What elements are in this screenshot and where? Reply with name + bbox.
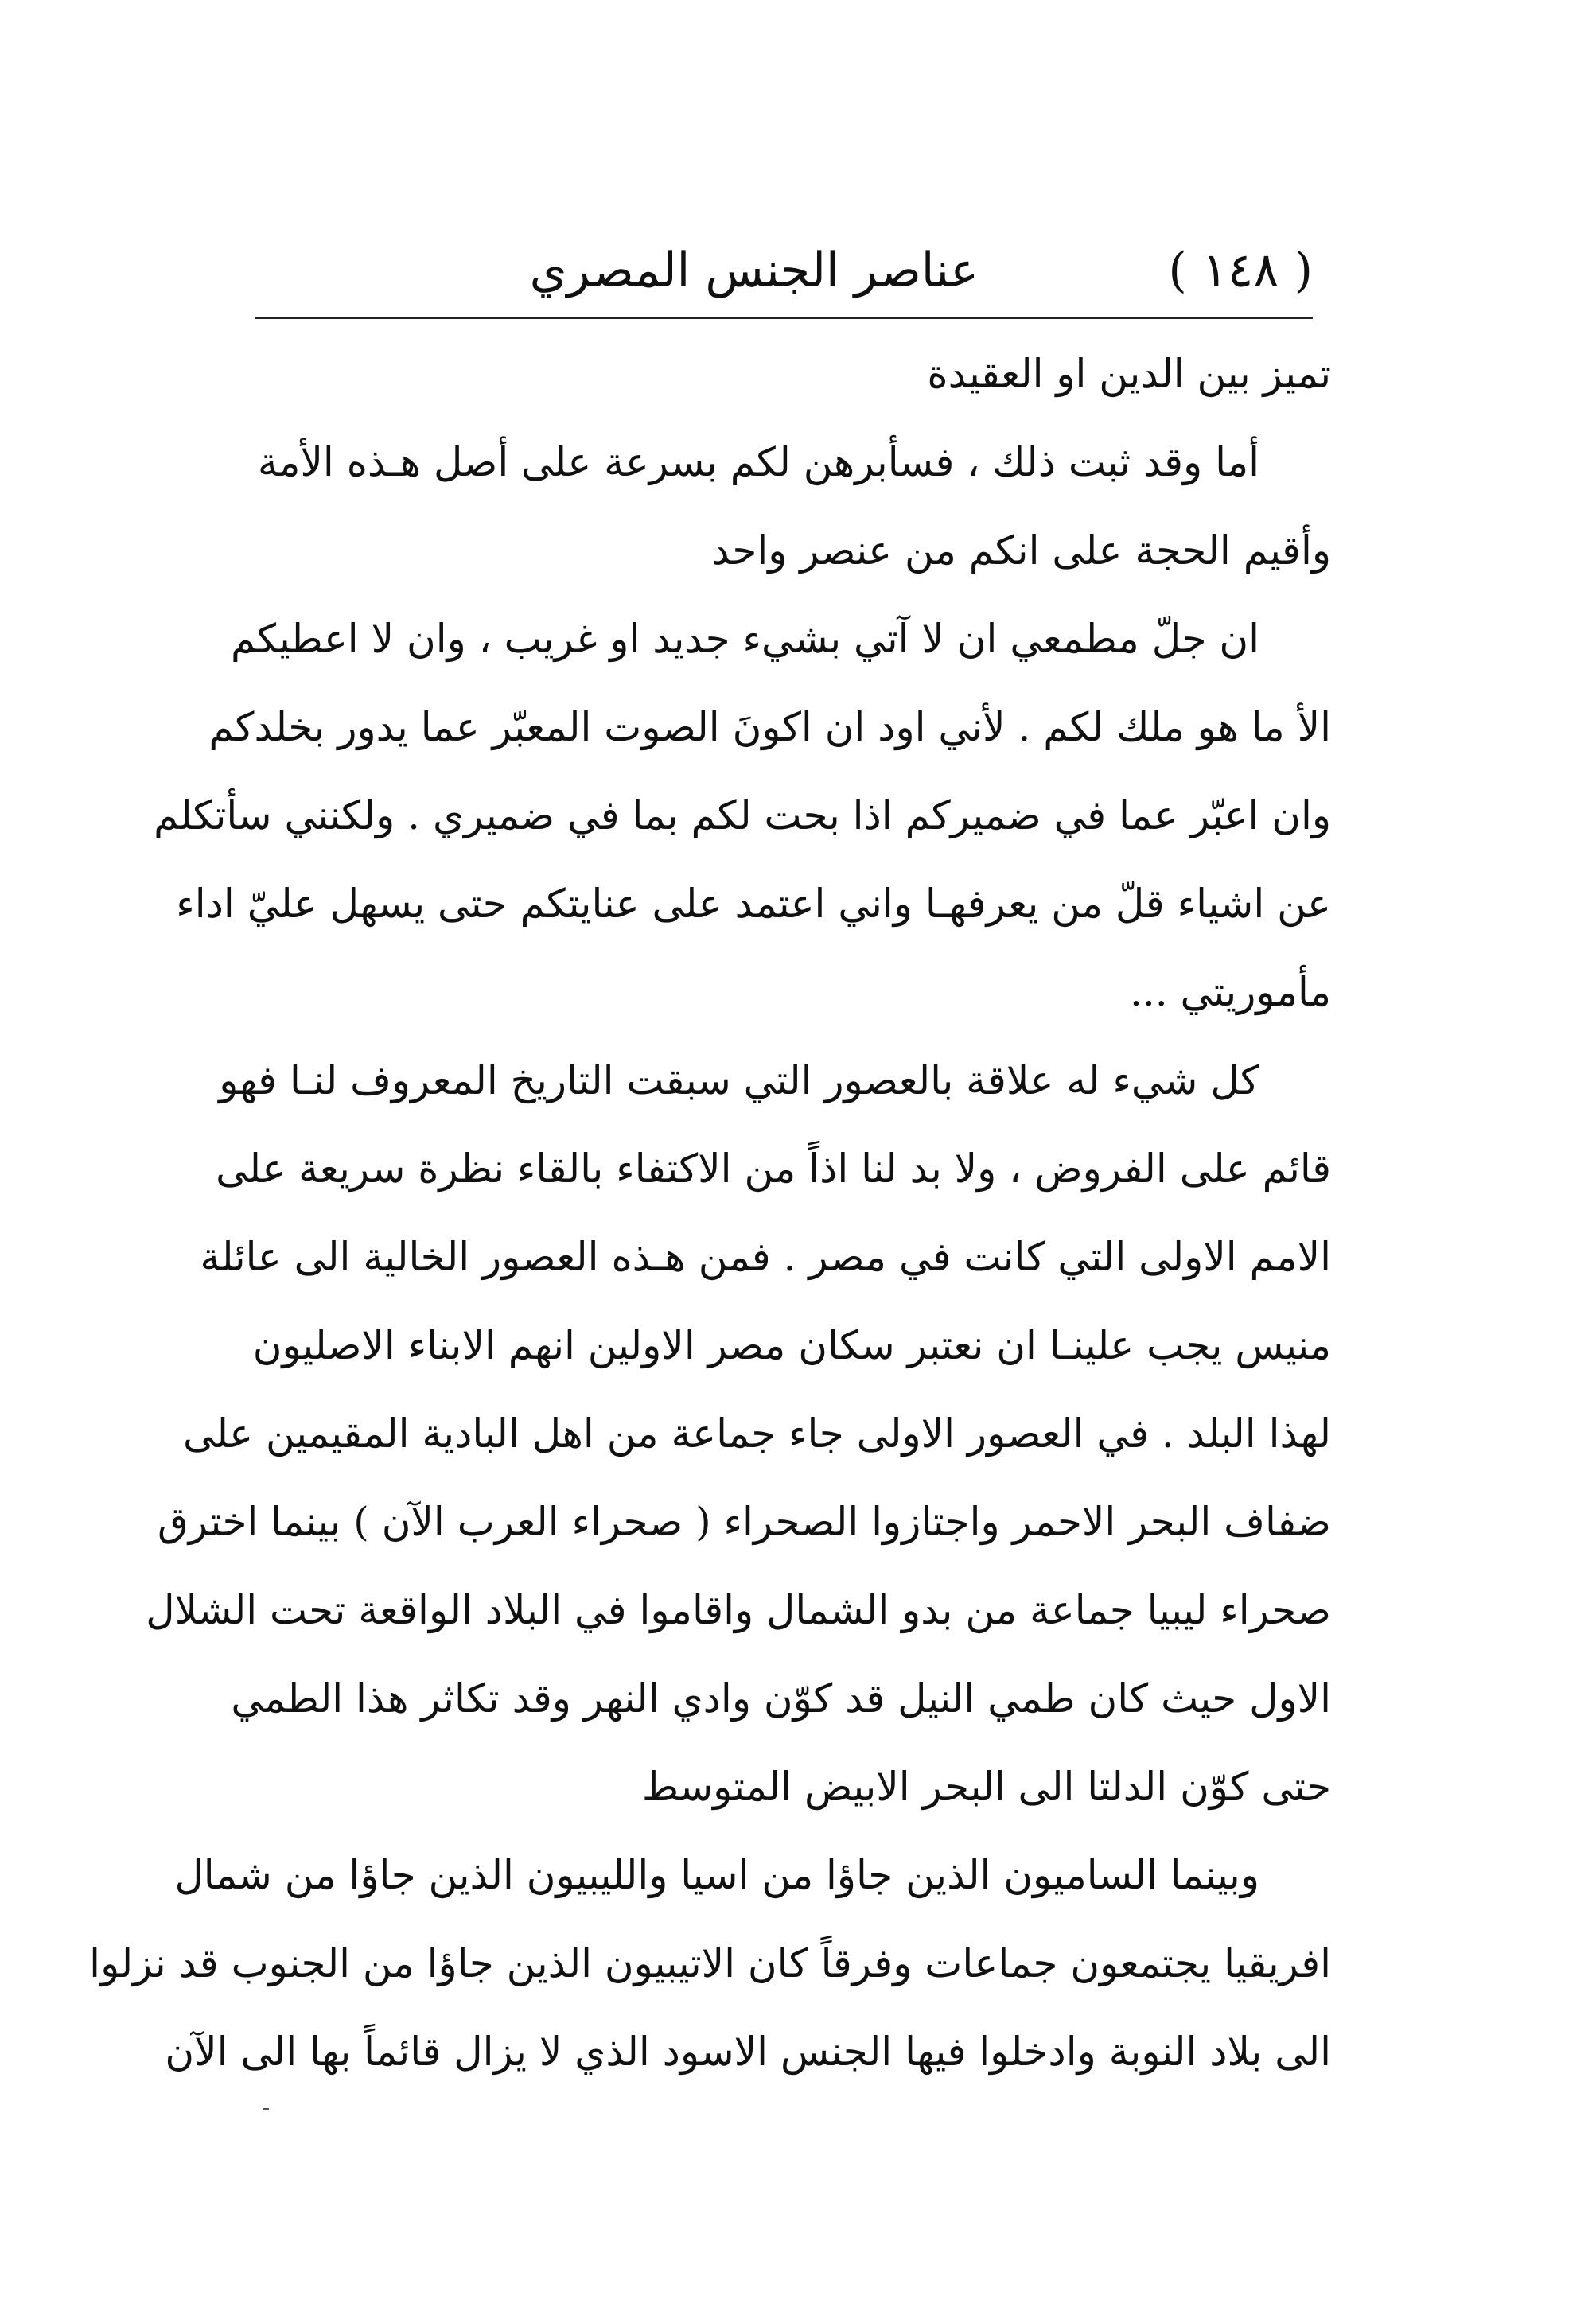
text-line: عن اشياء قلّ من يعرفهـا واني اعتمد على عنايتكم حتى يسهل عليّ اداء: [176, 881, 1331, 927]
text-line: لهذا البلد . في العصور الاولى جاء جماعة من اهل البادية المقيمين على: [183, 1410, 1331, 1457]
text-line: منيس يجب علينـا ان نعتبر سكان مصر الاولين انهم الابناء الاصليون: [252, 1322, 1331, 1368]
text-line: قائم على الفروض ، ولا بد لنا اذاً من الاكتفاء بالقاء نظرة سريعة على: [216, 1146, 1331, 1192]
text-line: صحراء ليبيا جماعة من بدو الشمال واقاموا في البلاد الواقعة تحت الشلال: [146, 1587, 1331, 1633]
text-line: وأقيم الحجة على انكم من عنصر واحد: [711, 527, 1331, 574]
text-line: الاول حيث كان طمي النيل قد كوّن وادي النهر وقد تكاثر هذا الطمي: [231, 1675, 1331, 1722]
text-line: وان اعبّر عما في ضميركم اذا بحت لكم بما في ضميري . ولكنني سأتكلم: [154, 792, 1331, 838]
text-line: مأموريتي ...: [1129, 969, 1331, 1015]
scan-mark: [263, 2108, 269, 2110]
text-line: كل شيء له علاقة بالعصور التي سبقت التاريخ المعروف لنـا فهو: [219, 1057, 1259, 1103]
text-line: الأ ما هو ملك لكم . لأني اود ان اكونَ الصوت المعبّر عما يدور بخلدكم: [208, 704, 1331, 750]
text-line: افريقيا يجتمعون جماعات وفرقاً كان الاتيبيون الذين جاؤا من الجنوب قد نزلوا: [89, 1940, 1331, 1986]
text-line: حتى كوّن الدلتا الى البحر الابيض المتوسط: [641, 1764, 1331, 1810]
text-line: ضفاف البحر الاحمر واجتازوا الصحراء ( صحراء العرب الآن ) بينما اخترق: [158, 1499, 1331, 1545]
text-line: الى بلاد النوبة وادخلوا فيها الجنس الاسود الذي لا يزال قائماً بها الى الآن: [165, 2029, 1331, 2075]
header-rule: [255, 317, 1313, 319]
page-header: [255, 231, 1313, 318]
text-line: أما وقد ثبت ذلك ، فسأبرهن لكم بسرعة على أصل هـذه الأمة: [257, 439, 1259, 485]
text-line: ان جلّ مطمعي ان لا آتي بشيء جديد او غريب ، وان لا اعطيكم: [230, 616, 1259, 662]
page-number: ( ١٤٨ ): [1168, 243, 1313, 298]
text-line: الامم الاولى التي كانت في مصر . فمن هـذه العصور الخالية الى عائلة: [200, 1234, 1331, 1280]
body-text: [89, 330, 1331, 2096]
text-line: تميز بين الدين او العقيدة: [927, 351, 1331, 397]
running-title: عناصر الجنس المصري: [529, 243, 979, 298]
text-line: وبينما الساميون الذين جاؤا من اسيا والليبيون الذين جاؤا من شمال: [174, 1852, 1259, 1898]
